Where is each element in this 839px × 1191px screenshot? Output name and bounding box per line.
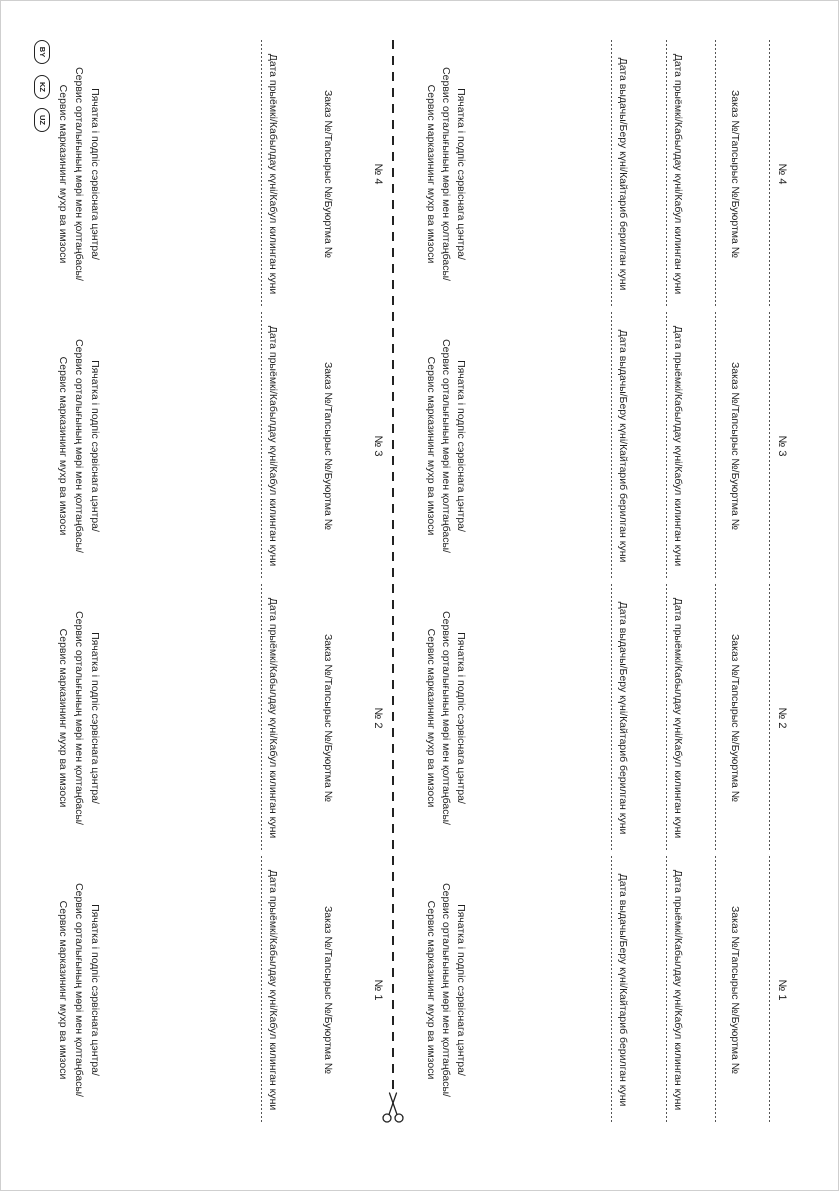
- issue-date-line: [611, 856, 612, 1124]
- tear-off-receipt-date-label: Дата прыёмкі/Кабылдау күні/Кабул килинган куни: [267, 325, 279, 567]
- stub-issue-date-label: Дата выдачы/Беру күні/Кайтариб берилган куни: [617, 57, 629, 291]
- tear-off-stamp-area: [55, 856, 103, 1124]
- coupon-number-line: [769, 856, 770, 1124]
- receipt-date-line: [666, 584, 667, 852]
- stamp-label-line-3: Сервис марказининг мухр ва имзоси: [425, 356, 437, 536]
- stamp-label-line-2: Сервис орталығының мөрі мен қолтаңбасы/: [73, 883, 85, 1097]
- order-number-line: [715, 312, 716, 580]
- stamp-label-line-3: Сервис марказининг мухр ва имзоси: [425, 628, 437, 808]
- issue-date-line: [611, 40, 612, 308]
- tear-off-receipt-date-line: [261, 584, 262, 852]
- language-badge-by: BY: [34, 40, 50, 64]
- order-number-line: [715, 40, 716, 308]
- order-number-line: [715, 856, 716, 1124]
- stub-stamp-area: [423, 856, 468, 1124]
- tear-off-coupon-number: № 2: [372, 707, 384, 729]
- stub-receipt-date-label: Дата прыёмкі/Кабылдау күні/Кабул килинган куни: [672, 869, 684, 1111]
- stub-order-number-label: Заказ №/Тапсырыс №/Буюртма №: [729, 89, 741, 259]
- coupon-2: [0, 584, 839, 852]
- stub-coupon-number: № 1: [776, 979, 788, 1001]
- tear-off-coupon-number: № 4: [372, 163, 384, 185]
- coupon-3: [0, 312, 839, 580]
- coupon-number-line: [769, 584, 770, 852]
- stub-receipt-date-label: Дата прыёмкі/Кабылдау күні/Кабул килинган куни: [672, 53, 684, 295]
- issue-date-line: [611, 312, 612, 580]
- stamp-label-line-1: Пячатка і подпіс сэрвіснага цэнтра/: [89, 88, 101, 260]
- stub-issue-date-label: Дата выдачы/Беру күні/Кайтариб берилган куни: [617, 601, 629, 835]
- order-number-line: [715, 584, 716, 852]
- cut-line: [392, 40, 394, 1090]
- language-badge-kz: KZ: [34, 75, 50, 99]
- stub-stamp-area: [423, 312, 468, 580]
- tear-off-receipt-date-label: Дата прыёмкі/Кабылдау күні/Кабул килинган куни: [267, 53, 279, 295]
- stamp-label-line-1: Пячатка і подпіс сэрвіснага цэнтра/: [89, 904, 101, 1076]
- stamp-label-line-3: Сервис марказининг мухр ва имзоси: [57, 356, 69, 536]
- tear-off-order-number-label: Заказ №/Тапсырыс №/Буюртма №: [322, 905, 334, 1075]
- stamp-label-line-1: Пячатка і подпіс сэрвіснага цэнтра/: [89, 360, 101, 532]
- stamp-label-line-2: Сервис орталығының мөрі мен қолтаңбасы/: [440, 883, 452, 1097]
- tear-off-receipt-date-line: [261, 856, 262, 1124]
- stamp-label-line-1: Пячатка і подпіс сэрвіснага цэнтра/: [455, 360, 467, 532]
- coupon-number-line: [769, 40, 770, 308]
- tear-off-order-number-label: Заказ №/Тапсырыс №/Буюртма №: [322, 633, 334, 803]
- stamp-label-line-2: Сервис орталығының мөрі мен қолтаңбасы/: [440, 67, 452, 281]
- stub-receipt-date-label: Дата прыёмкі/Кабылдау күні/Кабул килинган куни: [672, 597, 684, 839]
- stamp-label-line-1: Пячатка і подпіс сэрвіснага цэнтра/: [455, 88, 467, 260]
- stub-coupon-number: № 3: [776, 435, 788, 457]
- stub-issue-date-label: Дата выдачы/Беру күні/Кайтариб берилган куни: [617, 873, 629, 1107]
- stamp-label-line-2: Сервис орталығының мөрі мен қолтаңбасы/: [73, 67, 85, 281]
- stamp-label-line-1: Пячатка і подпіс сэрвіснага цэнтра/: [89, 632, 101, 804]
- stub-receipt-date-label: Дата прыёмкі/Кабылдау күні/Кабул килинган куни: [672, 325, 684, 567]
- stub-order-number-label: Заказ №/Тапсырыс №/Буюртма №: [729, 905, 741, 1075]
- stamp-label-line-3: Сервис марказининг мухр ва имзоси: [57, 628, 69, 808]
- tear-off-order-number-label: Заказ №/Тапсырыс №/Буюртма №: [322, 361, 334, 531]
- receipt-date-line: [666, 40, 667, 308]
- stub-stamp-area: [423, 40, 468, 308]
- stamp-label-line-3: Сервис марказининг мухр ва имзоси: [57, 84, 69, 264]
- tear-off-coupon-number: № 1: [372, 979, 384, 1001]
- tear-off-stamp-area: [55, 312, 103, 580]
- coupon-number-line: [769, 312, 770, 580]
- issue-date-line: [611, 584, 612, 852]
- stamp-label-line-3: Сервис марказининг мухр ва имзоси: [425, 900, 437, 1080]
- stamp-label-line-2: Сервис орталығының мөрі мен қолтаңбасы/: [440, 339, 452, 553]
- tear-off-stamp-area: [55, 584, 103, 852]
- stub-issue-date-label: Дата выдачы/Беру күні/Кайтариб берилган куни: [617, 329, 629, 563]
- stamp-label-line-1: Пячатка і подпіс сэрвіснага цэнтра/: [455, 632, 467, 804]
- stamp-label-line-3: Сервис марказининг мухр ва имзоси: [425, 84, 437, 264]
- tear-off-receipt-date-line: [261, 312, 262, 580]
- receipt-date-line: [666, 856, 667, 1124]
- tear-off-order-number-label: Заказ №/Тапсырыс №/Буюртма №: [322, 89, 334, 259]
- receipt-date-line: [666, 312, 667, 580]
- stub-order-number-label: Заказ №/Тапсырыс №/Буюртма №: [729, 361, 741, 531]
- stub-order-number-label: Заказ №/Тапсырыс №/Буюртма №: [729, 633, 741, 803]
- tear-off-receipt-date-label: Дата прыёмкі/Кабылдау күні/Кабул килинган куни: [267, 597, 279, 839]
- tear-off-receipt-date-line: [261, 40, 262, 308]
- stamp-label-line-3: Сервис марказининг мухр ва имзоси: [57, 900, 69, 1080]
- scissors-icon: [379, 1090, 407, 1124]
- stub-coupon-number: № 2: [776, 707, 788, 729]
- language-badge-uz: UZ: [34, 108, 50, 132]
- coupon-4: [0, 40, 839, 308]
- coupon-1: [0, 856, 839, 1124]
- stamp-label-line-2: Сервис орталығының мөрі мен қолтаңбасы/: [73, 611, 85, 825]
- tear-off-coupon-number: № 3: [372, 435, 384, 457]
- stamp-label-line-1: Пячатка і подпіс сэрвіснага цэнтра/: [455, 904, 467, 1076]
- tear-off-stamp-area: [55, 40, 103, 308]
- stub-coupon-number: № 4: [776, 163, 788, 185]
- stub-stamp-area: [423, 584, 468, 852]
- stamp-label-line-2: Сервис орталығының мөрі мен қолтаңбасы/: [73, 339, 85, 553]
- tear-off-receipt-date-label: Дата прыёмкі/Кабылдау күні/Кабул килинган куни: [267, 869, 279, 1111]
- stamp-label-line-2: Сервис орталығының мөрі мен қолтаңбасы/: [440, 611, 452, 825]
